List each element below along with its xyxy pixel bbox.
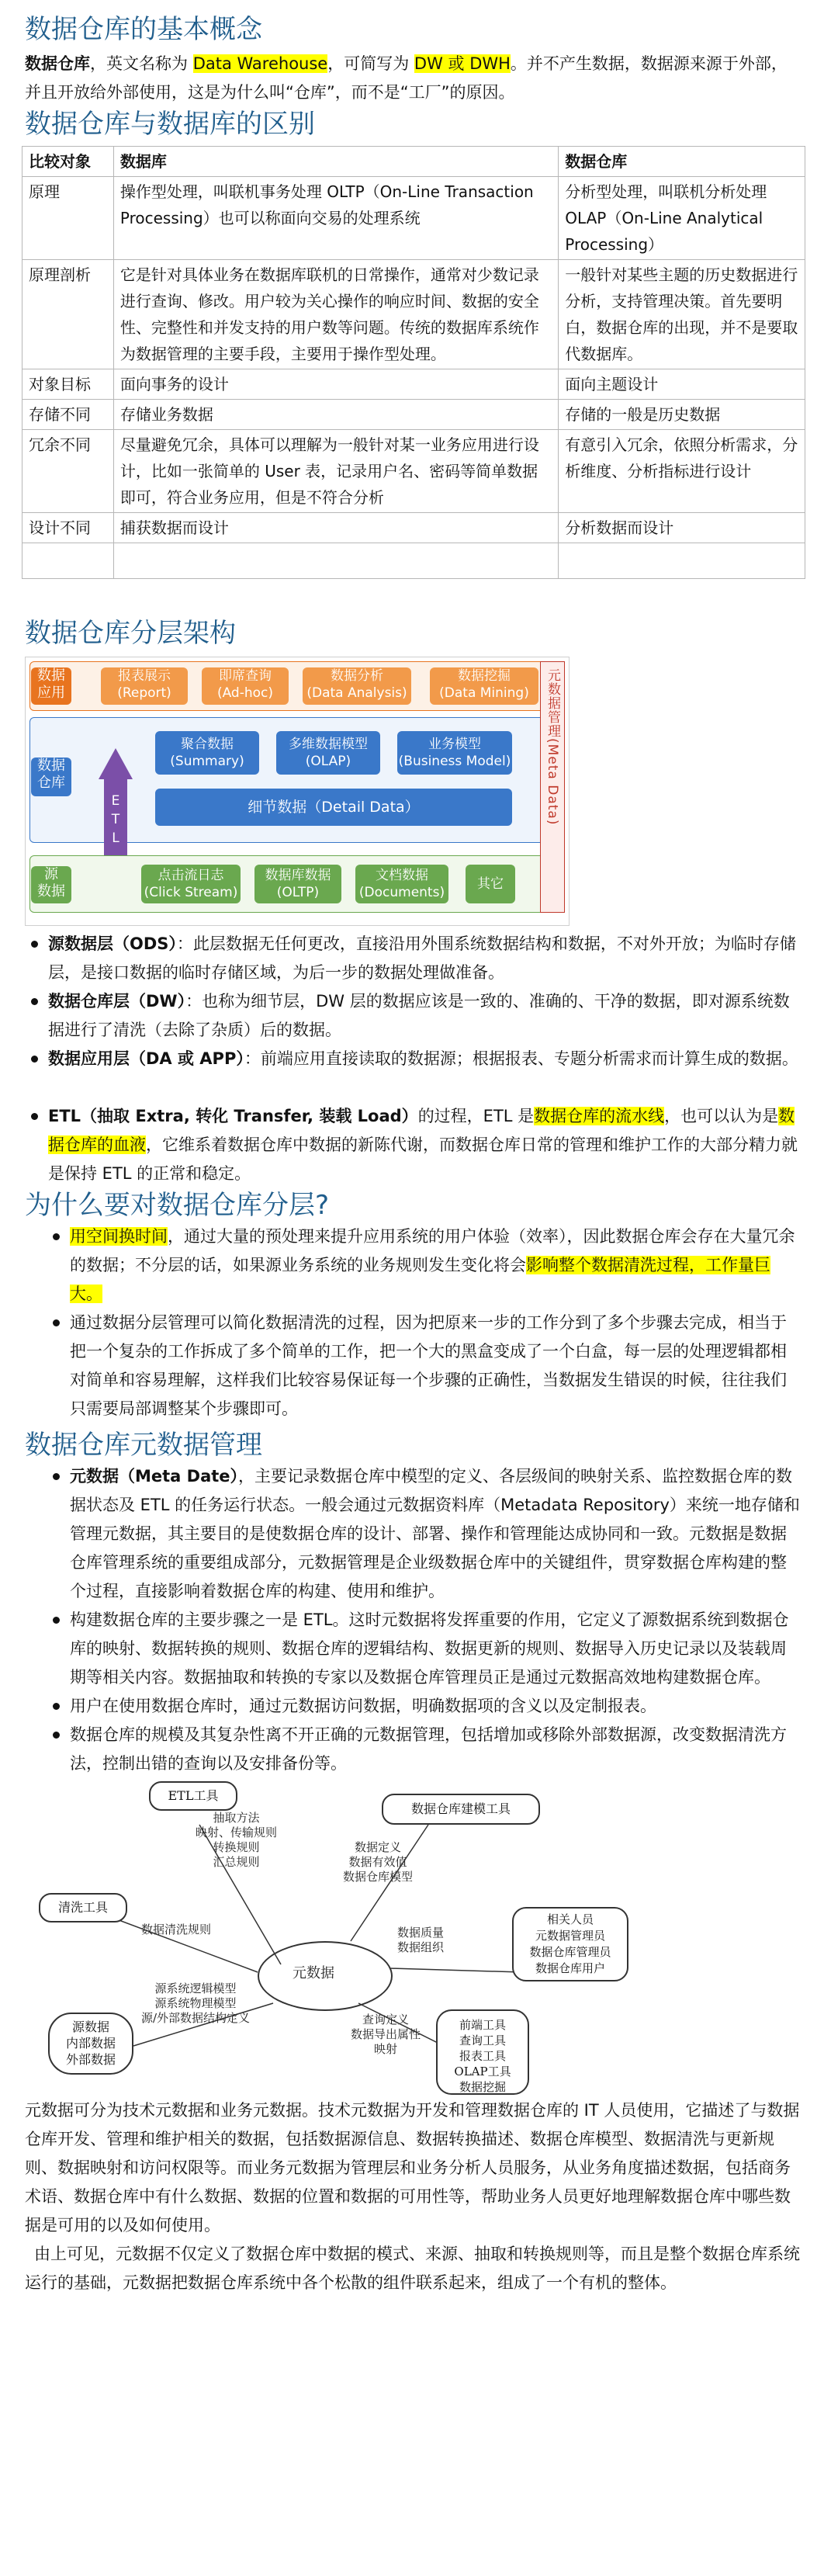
etl-text-1: 的过程，ETL 是 — [417, 1107, 535, 1125]
why-text-2: 通过数据分层管理可以简化数据清洗的过程，因为把原来一步的工作分到了多个步骤去完成，相当于把一个复杂的工作拆成了多个简单的工作，把一个大的黑盒变成了一个白盒，每一层的处理逻辑都相对简单和容易理解，这样我们比较容易保证每一个步骤的正确性，当数据发生错误的时候，往往我们只需要局部调整某个步骤即可。 — [70, 1313, 787, 1418]
header-cell: 数据库 — [113, 147, 558, 177]
layer-term: 数据仓库层（DW） — [48, 992, 186, 1011]
concept-text-2: ，可简写为 — [327, 54, 414, 73]
table-cell: 有意引入冗余，依照分析需求，分析维度、分析指标进行设计 — [559, 430, 805, 513]
table-cell: 分析数据而设计 — [559, 513, 805, 543]
meta-item-4 — [70, 1721, 801, 1778]
meta-item-2 — [70, 1606, 801, 1692]
etl-highlight-2: 数据仓库的血液 — [48, 1107, 795, 1154]
concept-term: 数据仓库 — [25, 54, 90, 73]
layer-text: ：前端应用直接读取的数据源；根据报表、专题分析需求而计算生成的数据。 — [244, 1049, 798, 1068]
table-row-empty — [23, 543, 805, 579]
table-cell: 面向主题设计 — [559, 369, 805, 400]
app-box-analysis: 数据分析 (Data Analysis) — [303, 667, 411, 705]
app-layer-label: 数据 应用 — [31, 667, 71, 705]
etl-tool-items: 抽取方法 映射、传输规则 转换规则 汇总规则 — [196, 1811, 278, 1869]
metadata-diagram — [25, 1778, 801, 2096]
heading-layers: 数据仓库分层架构 — [25, 618, 236, 649]
table-row — [23, 513, 805, 543]
comparison-table — [22, 146, 805, 579]
heading-diff: 数据仓库与数据库的区别 — [25, 109, 315, 140]
table-cell — [113, 177, 558, 260]
table-cell — [559, 177, 805, 260]
etl-term: ETL（抽取 Extra, 转化 Transfer, 装载 Load） — [48, 1107, 418, 1125]
why-item-2 — [70, 1309, 801, 1423]
meta-item-3 — [70, 1692, 801, 1721]
document — [25, 0, 801, 2297]
source-db-node: 源数据 内部数据 外部数据 — [48, 2013, 133, 2075]
meta-list — [25, 1462, 801, 1778]
why-text-1: ，通过大量的预处理来提升应用系统的用户体验（效率），因此数据仓库会存在大量冗余的数据；不分层的话，如果源业务系统的业务规则发生变化将会 — [70, 1227, 795, 1274]
table-row — [23, 369, 805, 400]
etl-item — [48, 1102, 801, 1188]
etl-text-3: ，它维系着数据仓库中数据的新陈代谢，而数据仓库日常的管理和维护工作的大部分精力就是保持 ETL 的正常和稳定。 — [48, 1135, 798, 1183]
dw-box-summary: 聚合数据 (Summary) — [155, 731, 259, 775]
table-row — [23, 400, 805, 430]
etl-arrow-head — [99, 748, 133, 779]
table-cell: 对象目标 — [23, 369, 114, 400]
meta-text-4: 数据仓库的规模及其复杂性离不开正确的元数据管理，包括增加或移除外部数据源，改变数据清洗方法，控制出错的查询以及安排备份等。 — [70, 1725, 787, 1773]
table-cell: 原理剖析 — [23, 260, 114, 369]
architecture-diagram — [25, 657, 583, 928]
table-row — [23, 177, 805, 260]
concept-highlight-2: DW 或 DWH — [414, 54, 511, 73]
table-cell-text: 分析型处理，叫联机分析处理 OLAP（On-Line Analytical Processing） — [565, 182, 767, 254]
layer-text: ：也称为细节层，DW 层的数据应该是一致的、准确的、干净的数据，即对源系统数据进行了清洗（去除了杂质）后的数据。 — [48, 992, 790, 1039]
etl-list — [25, 1102, 801, 1188]
meta-data-label: 元数据管理(Meta Data) — [545, 668, 560, 826]
layer-item-app — [48, 1045, 801, 1073]
etl-arrow-label: E T L — [104, 778, 127, 905]
heading-concept: 数据仓库的基本概念 — [25, 14, 262, 45]
meta-text-1: ，主要记录数据仓库中模型的定义、各层级间的映射关系、监控数据仓库的数据状态及 ETL 的任务运行状态。一般会通过元数据资料库（Metadata Repository）来统一地存储和管理元数据，其主要目的是使数据仓库的设计、部署、操作和管理能达成协同和一致。元数据是数据仓库管理系统的重要组成部分，元数据管理是企业级数据仓库中的关键组件，贯穿数据仓库构建的整个过程，直接影响着数据仓库的构建、使用和维护。 — [70, 1467, 800, 1600]
concept-paragraph — [25, 50, 801, 107]
source-box-oltp: 数据库数据 (OLTP) — [254, 865, 341, 903]
table-cell: 存储的一般是历史数据 — [559, 400, 805, 430]
etl-tool-node: ETL工具 — [149, 1781, 237, 1811]
table-cell: 尽量避免冗余，具体可以理解为一般针对某一业务应用进行设计，比如一张简单的 User 表，记录用户名、密码等简单数据即可，符合业务应用，但是不符合分析 — [113, 430, 558, 513]
dw-box-olap: 多维数据模型 (OLAP) — [276, 731, 380, 775]
concept-highlight-1: Data Warehouse — [192, 54, 328, 73]
meta-item-1 — [70, 1462, 801, 1606]
table-cell-text: 操作型处理，叫联机事务处理 OLTP（On-Line Transaction Processing）也可以称面向交易的处理系统 — [119, 182, 534, 227]
table-cell — [559, 543, 805, 579]
etl-highlight-1: 数据仓库的流水线 — [534, 1107, 665, 1125]
why-highlight-2: 影响整个数据清洗过程，工作量巨大。 — [70, 1256, 770, 1303]
source-box-other: 其它 — [466, 865, 515, 903]
model-items: 数据定义 数据有效值 数据仓库模型 — [343, 1840, 414, 1884]
table-cell: 存储不同 — [23, 400, 114, 430]
table-cell: 原理 — [23, 177, 114, 260]
layer-term: 数据应用层（DA 或 APP） — [48, 1049, 244, 1068]
meta-data-bar — [540, 661, 565, 913]
table-cell: 冗余不同 — [23, 430, 114, 513]
modeler-node: 数据仓库建模工具 — [382, 1794, 540, 1825]
meta-term: 元数据（Meta Date） — [70, 1467, 239, 1486]
etl-text-2: ，也可以认为是 — [664, 1107, 779, 1125]
table-row — [23, 260, 805, 369]
source-meta-items: 源系统逻辑模型 源系统物理模型 源/外部数据结构定义 — [141, 1981, 251, 2025]
clean-rule-label: 数据清洗规则 — [141, 1922, 212, 1936]
table-cell: 面向事务的设计 — [113, 369, 558, 400]
source-box-documents: 文档数据 (Documents) — [355, 865, 448, 903]
heading-meta: 数据仓库元数据管理 — [25, 1430, 262, 1461]
why-item-1 — [70, 1222, 801, 1309]
heading-why: 为什么要对数据仓库分层? — [25, 1190, 330, 1221]
center-label: 元数据 — [293, 1965, 334, 1981]
table-header-row — [23, 147, 805, 177]
table-cell: 它是针对具体业务在数据库联机的日常操作，通常对少数记录进行查询、修改。用户较为关心操作的响应时间、数据的安全性、完整性和并发支持的用户数等问题。传统的数据库系统作为数据管理的主要手段，主要用于操作型处理。 — [113, 260, 558, 369]
concept-text-1: ，英文名称为 — [90, 54, 193, 73]
query-items: 查询定义 数据导出属性 映射 — [351, 2013, 421, 2056]
table-cell: 捕获数据而设计 — [113, 513, 558, 543]
meta-text-2: 构建数据仓库的主要步骤之一是 ETL。这时元数据将发挥重要的作用，它定义了源数据系统到数据仓库的映射、数据转换的规则、数据仓库的逻辑结构、数据更新的规则、数据导入历史记录以及装载周期等相关内容。数据抽取和转换的专家以及数据仓库管理员正是通过元数据高效地构建数据仓库。 — [70, 1610, 789, 1687]
layer-list — [25, 930, 801, 1073]
quality-items: 数据质量 数据组织 — [397, 1926, 445, 1954]
layer-term: 源数据层（ODS） — [48, 934, 177, 953]
meta-text-3: 用户在使用数据仓库时，通过元数据访问数据，明确数据项的含义以及定制报表。 — [70, 1697, 656, 1715]
layer-item-dw — [48, 987, 801, 1045]
app-box-mining: 数据挖掘 (Data Mining) — [430, 667, 538, 705]
layer-text: ：此层数据无任何更改，直接沿用外围系统数据结构和数据，不对外开放；为临时存储层，是接口数据的临时存储区域，为后一步的数据处理做准备。 — [48, 934, 796, 982]
concept-text-3: 。并不产生数据，数据源来源于外部，并且开放给外部使用，这是为什么叫“仓库”，而不是“工厂”的原因。 — [25, 54, 788, 102]
closing-paragraph-2: 由上可见，元数据不仅定义了数据仓库中数据的模式、来源、抽取和转换规则等，而且是整个数据仓库系统运行的基础，元数据把数据仓库系统中各个松散的组件联系起来，组成了一个有机的整体。 — [25, 2245, 800, 2292]
table-cell: 一般针对某些主题的历史数据进行分析，支持管理决策。首先要明白，数据仓库的出现，并不是要取代数据库。 — [559, 260, 805, 369]
source-layer-label: 源 数据 — [31, 866, 71, 903]
table-cell — [23, 543, 114, 579]
table-cell — [113, 543, 558, 579]
app-box-adhoc: 即席查询 (Ad-hoc) — [202, 667, 289, 705]
frontend-node: 前端工具 查询工具 报表工具 OLAP工具 数据挖掘 — [436, 2009, 529, 2095]
dw-box-detail: 细节数据（Detail Data） — [155, 789, 512, 826]
closing-paragraph-1: 元数据可分为技术元数据和业务元数据。技术元数据为开发和管理数据仓库的 IT 人员使用，它描述了与数据仓库开发、管理和维护相关的数据，包括数据源信息、数据转换描述、数据仓库模型、数据清洗与更新规则、数据映射和访问权限等。而业务元数据为管理层和业务分析人员服务，从业务角度描述数据，包括商务术语、数据仓库中有什么数据、数据的位置和数据的可用性等，帮助业务人员更好地理解数据仓库中哪些数据是可用的以及如何使用。 — [25, 2101, 800, 2234]
layer-item-ods — [48, 930, 801, 987]
header-cell: 比较对象 — [23, 147, 114, 177]
table-cell: 存储业务数据 — [113, 400, 558, 430]
dw-box-business: 业务模型 (Business Model) — [397, 731, 512, 775]
people-node: 相关人员 元数据管理员 数据仓库管理员 数据仓库用户 — [512, 1907, 628, 1981]
header-cell: 数据仓库 — [559, 147, 805, 177]
source-box-clickstream: 点击流日志 (Click Stream) — [141, 865, 241, 903]
clean-tool-node: 清洗工具 — [39, 1893, 127, 1922]
why-highlight-1: 用空间换时间 — [70, 1227, 168, 1246]
table-row — [23, 430, 805, 513]
dw-layer-label: 数据 仓库 — [31, 758, 71, 796]
table-cell: 设计不同 — [23, 513, 114, 543]
why-list — [25, 1222, 801, 1423]
app-box-report: 报表展示 (Report) — [101, 667, 188, 705]
